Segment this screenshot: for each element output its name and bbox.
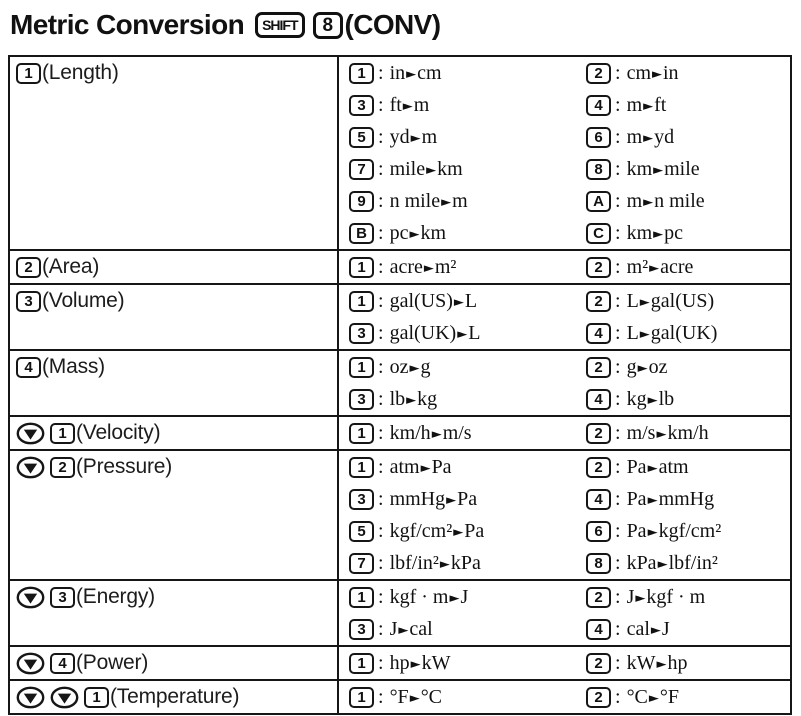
conversion-text: pc►km [389,221,447,244]
conversion-item [586,552,790,575]
key-1-icon: 1 [349,687,374,708]
right-arrow-glyph: ► [409,360,420,376]
conversion-text: Pa►kgf/cm² [626,519,722,542]
colon-separator: : [378,585,384,608]
colon-separator: : [615,157,621,180]
category-line [10,351,337,383]
right-arrow-glyph: ► [643,194,654,210]
conversion-text: oz►g [389,355,431,378]
conversions-cell [338,284,791,350]
key-1-icon: 1 [349,457,374,478]
conversion-text: °C►°F [626,685,680,708]
category-line [10,285,337,317]
conversion-text: mmHg►Pa [389,487,478,510]
key-7-icon: 7 [349,159,374,180]
conversion-line [339,153,790,185]
right-arrow-glyph: ► [453,524,464,540]
conversion-text: J►cal [389,617,433,640]
conversion-line [339,483,790,515]
right-arrow-glyph: ► [446,492,457,508]
right-arrow-glyph: ► [398,622,409,638]
conversion-line [339,681,790,713]
conversion-line [339,185,790,217]
key-1-icon: 1 [50,423,75,444]
right-arrow-glyph: ► [449,590,460,606]
conversion-line [339,251,790,283]
key-6-icon: 6 [586,127,611,148]
conversions-cell [338,250,791,284]
category-label: (Velocity) [76,421,161,444]
right-arrow-glyph: ► [637,360,648,376]
right-arrow-glyph: ► [423,260,434,276]
cursor-down-key-icon [16,686,45,709]
colon-separator: : [615,387,621,410]
conversion-text: hp►kW [389,651,451,674]
key-4-icon: 4 [50,653,75,674]
conversion-text: cal►J [626,617,670,640]
right-arrow-glyph: ► [647,524,658,540]
page-title [10,8,801,42]
category-line [10,57,337,89]
title-suffix: (CONV) [344,9,441,40]
right-arrow-glyph: ► [647,492,658,508]
key-1-icon: 1 [349,257,374,278]
category-label: (Power) [76,651,149,674]
table-row [9,350,791,416]
key-2-icon: 2 [586,291,611,312]
key-4-icon: 4 [16,357,41,378]
key-2-icon: 2 [16,257,41,278]
conversion-item [349,190,586,213]
conversion-item [586,422,790,445]
conversion-line [339,451,790,483]
key-3-icon: 3 [349,489,374,510]
conversion-text: kW►hp [626,651,688,674]
colon-separator: : [615,289,621,312]
conversion-text: km►pc [626,221,684,244]
colon-separator: : [615,551,621,574]
category-cell [9,580,338,646]
table-row [9,250,791,284]
table-row [9,56,791,250]
conversion-text: kPa►lbf/in² [626,551,718,574]
conversion-text: Pa►mmHg [626,487,715,510]
conversion-item [586,586,790,609]
key-4-icon: 4 [586,389,611,410]
key-9-icon: 9 [349,191,374,212]
category-label: (Pressure) [76,455,173,478]
key-4-icon: 4 [586,619,611,640]
right-arrow-glyph: ► [653,162,664,178]
conversion-table-body [9,56,791,714]
colon-separator: : [378,189,384,212]
colon-separator: : [615,617,621,640]
conversion-line [339,417,790,449]
conversion-text: L►gal(UK) [626,321,718,344]
colon-separator: : [615,487,621,510]
key-8-icon: 8 [586,159,611,180]
key-2-icon: 2 [586,687,611,708]
conversion-item [349,94,586,117]
right-arrow-glyph: ► [657,556,668,572]
category-cell [9,350,338,416]
conversion-line [339,317,790,349]
right-arrow-glyph: ► [402,98,413,114]
category-cell [9,416,338,450]
key-2-icon: 2 [586,653,611,674]
conversion-item [586,290,790,313]
key-1-icon: 1 [349,291,374,312]
category-cell [9,284,338,350]
right-arrow-glyph: ► [652,66,662,82]
right-arrow-glyph: ► [441,194,452,210]
key-1-icon: 1 [349,423,374,444]
conversion-item [349,158,586,181]
conversion-item [349,222,586,245]
colon-separator: : [378,519,384,542]
colon-separator: : [615,221,621,244]
conversion-text: Pa►atm [626,455,689,478]
right-arrow-glyph: ► [420,460,431,476]
conversion-item [349,488,586,511]
conversions-cell [338,450,791,580]
conversion-text: cm►in [626,61,679,84]
conversion-line [339,515,790,547]
colon-separator: : [378,221,384,244]
conversion-item [586,94,790,117]
right-arrow-glyph: ► [656,426,667,442]
right-arrow-glyph: ► [643,98,654,114]
colon-separator: : [615,93,621,116]
key-2-icon: 2 [586,423,611,444]
conversion-text: g►oz [626,355,668,378]
category-label: (Volume) [42,289,125,312]
conversions-cell [338,580,791,646]
colon-separator: : [378,685,384,708]
right-arrow-glyph: ► [647,392,658,408]
category-cell [9,250,338,284]
conversion-line [339,547,790,579]
conversions-cell [338,416,791,450]
key-1-icon: 1 [349,357,374,378]
colon-separator: : [615,321,621,344]
colon-separator: : [615,61,621,84]
conversion-item [586,652,790,675]
colon-separator: : [615,651,621,674]
right-arrow-glyph: ► [439,556,450,572]
category-line [10,451,337,483]
conversion-item [349,618,586,641]
key-5-icon: 5 [349,521,374,542]
conversion-text: m►n mile [626,189,705,212]
colon-separator: : [378,157,384,180]
colon-separator: : [615,519,621,542]
conversion-item [586,686,790,709]
key-C-icon: C [586,223,611,244]
colon-separator: : [378,455,384,478]
conversion-item [586,456,790,479]
key-7-icon: 7 [349,553,374,574]
conversion-item [586,356,790,379]
colon-separator: : [615,421,621,444]
conversion-text: L►gal(US) [626,289,715,312]
conversion-text: lb►kg [389,387,438,410]
key-6-icon: 6 [586,521,611,542]
key-3-icon: 3 [349,323,374,344]
conversion-item [349,520,586,543]
conversion-text: yd►m [389,125,438,148]
conversion-item [349,456,586,479]
conversion-text: kgf/cm²►Pa [389,519,485,542]
table-row [9,450,791,580]
conversion-line [339,285,790,317]
key-3-icon: 3 [349,95,374,116]
category-line [10,417,337,449]
conversion-text: lbf/in²►kPa [389,551,481,574]
conversion-item [349,322,586,345]
right-arrow-glyph: ► [431,426,442,442]
table-row [9,416,791,450]
manual-page [0,8,801,716]
conversion-item [349,388,586,411]
conversion-item [349,290,586,313]
right-arrow-glyph: ► [635,590,646,606]
colon-separator: : [378,61,384,84]
conversion-text: °F►°C [389,685,443,708]
right-arrow-glyph: ► [639,294,650,310]
conversion-table [8,55,792,715]
conversion-text: m/s►km/h [626,421,709,444]
conversion-line [339,613,790,645]
right-arrow-glyph: ► [410,130,421,146]
right-arrow-glyph: ► [639,326,650,342]
colon-separator: : [378,421,384,444]
conversion-item [349,422,586,445]
cursor-down-key-icon [16,422,45,445]
key-2-icon: 2 [586,457,611,478]
conversion-item [586,488,790,511]
category-label: (Mass) [42,355,105,378]
conversion-text: in►cm [389,61,442,84]
conversions-cell [338,646,791,680]
colon-separator: : [615,189,621,212]
colon-separator: : [378,487,384,510]
conversion-item [586,158,790,181]
key-4-icon: 4 [586,489,611,510]
conversion-item [349,586,586,609]
conversion-text: mile►km [389,157,463,180]
key-4-icon: 4 [586,323,611,344]
colon-separator: : [378,321,384,344]
category-label: (Length) [42,61,119,84]
key-8-icon: 8 [586,553,611,574]
key-2-icon: 2 [50,457,75,478]
table-row [9,284,791,350]
conversion-text: m►yd [626,125,675,148]
category-cell [9,680,338,714]
conversion-text: gal(US)►L [389,289,478,312]
right-arrow-glyph: ► [406,392,417,408]
shift-key-icon: SHIFT [255,12,304,38]
category-line [10,251,337,283]
conversion-item [586,126,790,149]
conversion-item [586,256,790,279]
cursor-down-key-icon [50,686,79,709]
table-row [9,580,791,646]
colon-separator: : [378,651,384,674]
key-2-icon: 2 [586,357,611,378]
conversion-item [349,126,586,149]
right-arrow-glyph: ► [647,460,658,476]
colon-separator: : [615,355,621,378]
conversion-item [349,652,586,675]
conversion-text: kg►lb [626,387,675,410]
conversion-text: atm►Pa [389,455,452,478]
category-line [10,581,337,613]
key-2-icon: 2 [586,257,611,278]
key-A-icon: A [586,191,611,212]
category-label: (Area) [42,255,100,278]
colon-separator: : [615,455,621,478]
key-2-icon: 2 [586,63,611,84]
conversion-line [339,121,790,153]
conversions-cell [338,350,791,416]
conversion-line [339,89,790,121]
conversion-item [586,520,790,543]
conversion-item [586,388,790,411]
right-arrow-glyph: ► [650,622,661,638]
conversions-cell [338,680,791,714]
cursor-down-key-icon [16,586,45,609]
conversion-text: km►mile [626,157,700,180]
conversion-item [349,356,586,379]
conversion-text: gal(UK)►L [389,321,481,344]
conversion-item [586,618,790,641]
key-1-icon: 1 [84,687,109,708]
title-text: Metric Conversion [10,9,245,40]
category-cell [9,450,338,580]
conversion-line [339,581,790,613]
key-3-icon: 3 [349,389,374,410]
colon-separator: : [378,355,384,378]
colon-separator: : [378,255,384,278]
right-arrow-glyph: ► [649,260,660,276]
colon-separator: : [378,93,384,116]
conversion-line [339,647,790,679]
category-line [10,681,337,713]
right-arrow-glyph: ► [656,656,667,672]
key-1-icon: 1 [349,587,374,608]
conversion-item [586,190,790,213]
key-1-icon: 1 [16,63,41,84]
conversion-item [349,256,586,279]
right-arrow-glyph: ► [426,162,437,178]
key-1-icon: 1 [349,63,374,84]
key-4-icon: 4 [586,95,611,116]
key-3-icon: 3 [50,587,75,608]
conversion-line [339,383,790,415]
right-arrow-glyph: ► [409,226,420,242]
key-2-icon: 2 [586,587,611,608]
conversion-line [339,57,790,89]
conversion-item [586,222,790,245]
conversions-cell [338,56,791,250]
key-3-icon: 3 [349,619,374,640]
category-label: (Energy) [76,585,155,608]
conversion-text: acre►m² [389,255,457,278]
cursor-down-key-icon [16,456,45,479]
conversion-line [339,351,790,383]
right-arrow-glyph: ► [648,690,659,706]
conversion-text: m►ft [626,93,667,116]
cursor-down-key-icon [16,652,45,675]
conversion-line [339,217,790,249]
conversion-text: km/h►m/s [389,421,472,444]
conversion-text: J►kgf · m [626,585,706,608]
right-arrow-glyph: ► [457,326,468,342]
colon-separator: : [378,617,384,640]
table-row [9,680,791,714]
colon-separator: : [615,685,621,708]
category-label: (Temperature) [110,685,240,708]
right-arrow-glyph: ► [453,294,464,310]
colon-separator: : [615,585,621,608]
colon-separator: : [615,125,621,148]
category-cell [9,56,338,250]
conversion-text: ft►m [389,93,430,116]
conversion-item [586,322,790,345]
right-arrow-glyph: ► [410,656,421,672]
conversion-text: m²►acre [626,255,694,278]
right-arrow-glyph: ► [409,690,420,706]
right-arrow-glyph: ► [643,130,654,146]
key-3-icon: 3 [16,291,41,312]
colon-separator: : [378,289,384,312]
colon-separator: : [615,255,621,278]
conversion-item [349,552,586,575]
key-1-icon: 1 [349,653,374,674]
key-B-icon: B [349,223,374,244]
conversion-item [586,62,790,85]
key-8-icon: 8 [313,12,343,39]
right-arrow-glyph: ► [653,226,664,242]
colon-separator: : [378,125,384,148]
conversion-text: kgf · m►J [389,585,469,608]
category-line [10,647,337,679]
conversion-item [349,62,586,85]
conversion-item [349,686,586,709]
colon-separator: : [378,387,384,410]
category-cell [9,646,338,680]
colon-separator: : [378,551,384,574]
right-arrow-glyph: ► [406,66,417,82]
key-5-icon: 5 [349,127,374,148]
conversion-text: n mile►m [389,189,468,212]
table-row [9,646,791,680]
